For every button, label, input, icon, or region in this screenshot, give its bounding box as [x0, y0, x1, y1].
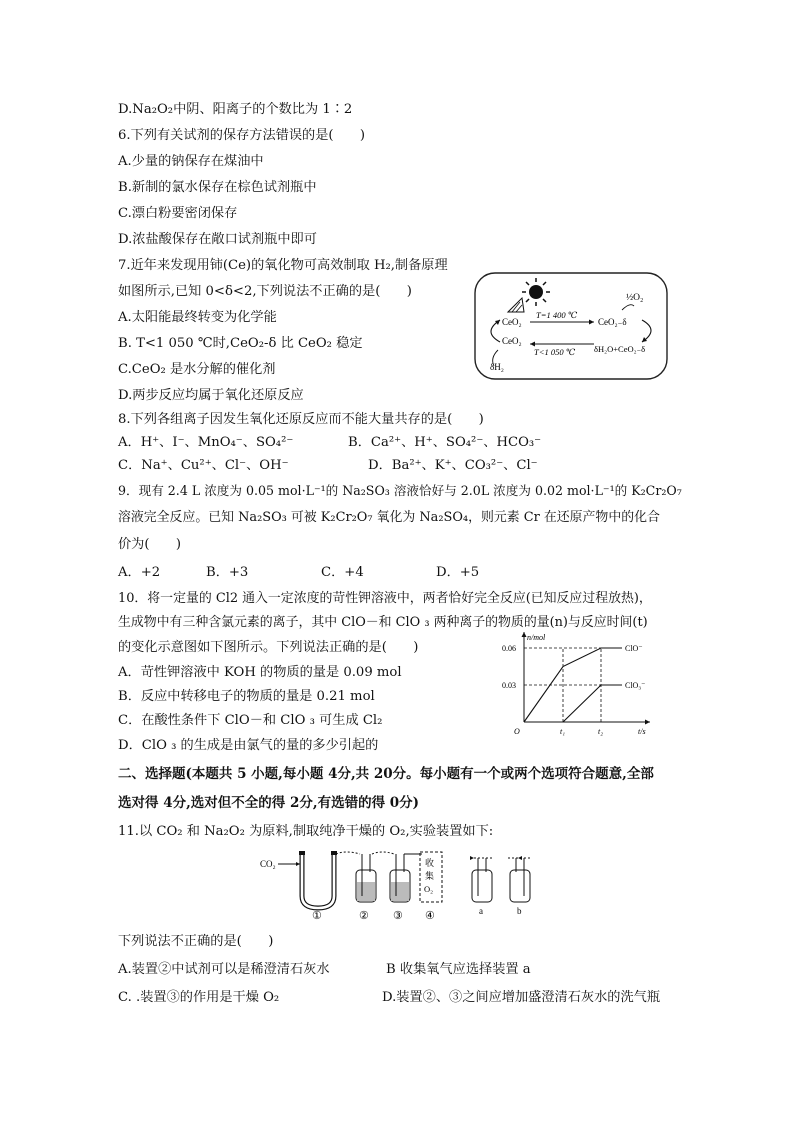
q11-option-c: C. .装置③的作用是干燥 O₂ — [118, 990, 280, 1005]
question-7-line2: 如图所示,已知 0<δ<2,下列说法不正确的是( ) — [118, 284, 412, 299]
collect-text-3: O₂ — [424, 884, 434, 894]
co2-inlet-label: CO₂ — [260, 859, 276, 869]
solar-collector-icon — [508, 298, 524, 312]
q6-option-c: C.漂白粉要密闭保存 — [118, 206, 238, 221]
section-2-heading-line1: 二、选择题(本题共 5 小题,每小题 4分,共 20分。每小题有一个或两个选项符合题意,全部 — [118, 766, 654, 782]
y-axis-label: n/mol — [527, 633, 546, 642]
bottle-b-label: b — [517, 906, 522, 916]
q11-option-a: A.装置②中试剂可以是稀澄清石灰水 — [118, 962, 330, 977]
q10-option-c: C．在酸性条件下 ClO－和 ClO ₃ 可生成 Cl₂ — [118, 713, 383, 728]
q10-option-d: D．ClO ₃ 的生成是由氯气的量的多少引起的 — [118, 738, 379, 753]
apparatus-label-3: ③ — [393, 910, 403, 922]
wash-bottle-3 — [390, 854, 410, 902]
ceo2-bottom-label: CeO₂ — [502, 336, 522, 346]
q9-option-c: C．+4 — [321, 565, 364, 580]
question-11: 11.以 CO₂ 和 Na₂O₂ 为原料,制取纯净干燥的 O₂,实验装置如下: — [118, 824, 494, 839]
t1400-label: T=1 400 ℃ — [536, 310, 578, 320]
apparatus-label-1: ① — [312, 910, 322, 922]
q11-option-d: D.装置②、③之间应增加盛澄清石灰水的洗气瓶 — [382, 990, 661, 1005]
t1050-label: T<1 050 ℃ — [534, 347, 576, 357]
question-10-line3: 的变化示意图如下图所示。下列说法正确的是( ) — [118, 640, 419, 655]
collect-text-1: 收 — [425, 858, 435, 868]
q9-option-a: A．+2 — [118, 565, 161, 580]
q9-option-d: D．+5 — [436, 565, 480, 580]
series-label-clo: ClO⁻ — [625, 644, 643, 653]
ceo2-delta-top-label: CeO₂₋δ — [598, 317, 627, 327]
bottle-a-label: a — [479, 906, 483, 916]
apparatus-label-4: ④ — [425, 910, 435, 922]
question-8: 8.下列各组离子因发生氧化还原反应而不能大量共存的是( ) — [118, 412, 484, 427]
clo-clo3-chart — [500, 626, 660, 738]
q11-option-b: B 收集氧气应选择装置 a — [386, 962, 531, 977]
x-axis-arrow — [645, 720, 650, 725]
wash-bottle-2 — [356, 854, 376, 902]
question-9-line2: 溶液完全反应。已知 Na₂SO₃ 可被 K₂Cr₂O₇ 氧化为 Na₂SO₄，则元素 Cr 在还原产物中的化合 — [118, 510, 660, 525]
x-tick-label: t₂ — [598, 727, 604, 736]
x-axis-label: t/s — [638, 727, 646, 736]
h2o-ceo2-delta-label: δH₂O+CeO₂₋δ — [594, 344, 646, 354]
q7-option-b: B. T<1 050 ℃时,CeO₂-δ 比 CeO₂ 稳定 — [118, 336, 363, 351]
question-7-line1: 7.近年来发现用铈(Ce)的氧化物可高效制取 H₂,制备原理 — [118, 258, 448, 273]
q8-option-c: C．Na⁺、Cu²⁺、Cl⁻、OH⁻ — [118, 458, 289, 473]
ceo2-cycle-diagram — [474, 272, 668, 380]
apparatus-label-2: ② — [359, 910, 369, 922]
q8-option-d: D．Ba²⁺、K⁺、CO₃²⁻、Cl⁻ — [368, 458, 538, 473]
o2-label: ½O₂ — [626, 293, 644, 303]
series-line-clo3 — [563, 685, 622, 722]
sun-icon — [522, 278, 550, 306]
q7-option-c: C.CeO₂ 是水分解的催化剂 — [118, 362, 276, 377]
q6-option-d: D.浓盐酸保存在敞口试剂瓶中即可 — [118, 232, 317, 247]
question-9-line1: 9．现有 2.4 L 浓度为 0.05 mol·L⁻¹的 Na₂SO₃ 溶液恰好与 2.0L 浓度为 0.02 mol·L⁻¹的 K₂Cr₂O₇ — [118, 483, 682, 498]
collect-bottle-b — [508, 856, 532, 902]
q8-option-b: B．Ca²⁺、H⁺、SO₄²⁻、HCO₃⁻ — [348, 435, 542, 450]
q8-option-a: A．H⁺、I⁻、MnO₄⁻、SO₄²⁻ — [118, 435, 294, 450]
series-label-clo3: ClO₃⁻ — [625, 681, 646, 690]
question-6: 6.下列有关试剂的保存方法错误的是( ) — [118, 128, 366, 143]
q10-option-b: B．反应中转移电子的物质的量是 0.21 mol — [118, 689, 375, 704]
q10-option-a: A．苛性钾溶液中 KOH 的物质的量是 0.09 mol — [118, 665, 402, 680]
q6-option-a: A.少量的钠保存在煤油中 — [118, 154, 264, 169]
question-10-line2: 生成物中有三种含氯元素的离子，其中 ClO－和 ClO ₃ 两种离子的物质的量(n)与反应时间(t) — [118, 615, 648, 630]
y-tick-label: 0.06 — [502, 644, 516, 653]
q7-option-d: D.两步反应均属于氧化还原反应 — [118, 388, 304, 403]
h2-label: δH₂ — [490, 362, 504, 372]
x-tick-label: t₁ — [560, 727, 566, 736]
collect-text-2: 集 — [425, 871, 435, 881]
ceo2-top-label: CeO₂ — [502, 317, 522, 327]
y-tick-label: 0.03 — [502, 681, 516, 690]
question-10-line1: 10．将一定量的 Cl2 通入一定浓度的苛性钾溶液中，两者恰好完全反应(已知反应过程放热)， — [118, 591, 652, 606]
collect-bottle-a — [470, 856, 494, 902]
question-9-line3: 价为( ) — [118, 537, 182, 552]
question-11-prompt: 下列说法不正确的是( ) — [118, 934, 274, 949]
y-axis-arrow — [522, 632, 527, 637]
u-tube-1 — [299, 851, 337, 908]
q9-option-b: B．+3 — [206, 565, 249, 580]
q7-option-a: A.太阳能最终转变为化学能 — [118, 310, 277, 325]
q6-option-b: B.新制的氯水保存在棕色试剂瓶中 — [118, 180, 317, 195]
section-2-heading-line2: 选对得 4分,选对但不全的得 2分,有选错的得 0分) — [118, 795, 420, 811]
apparatus-diagram — [256, 846, 546, 922]
x-tick-label: O — [514, 727, 520, 736]
line-5d: D.Na₂O₂中阴、阳离子的个数比为 1∶2 — [118, 102, 353, 117]
